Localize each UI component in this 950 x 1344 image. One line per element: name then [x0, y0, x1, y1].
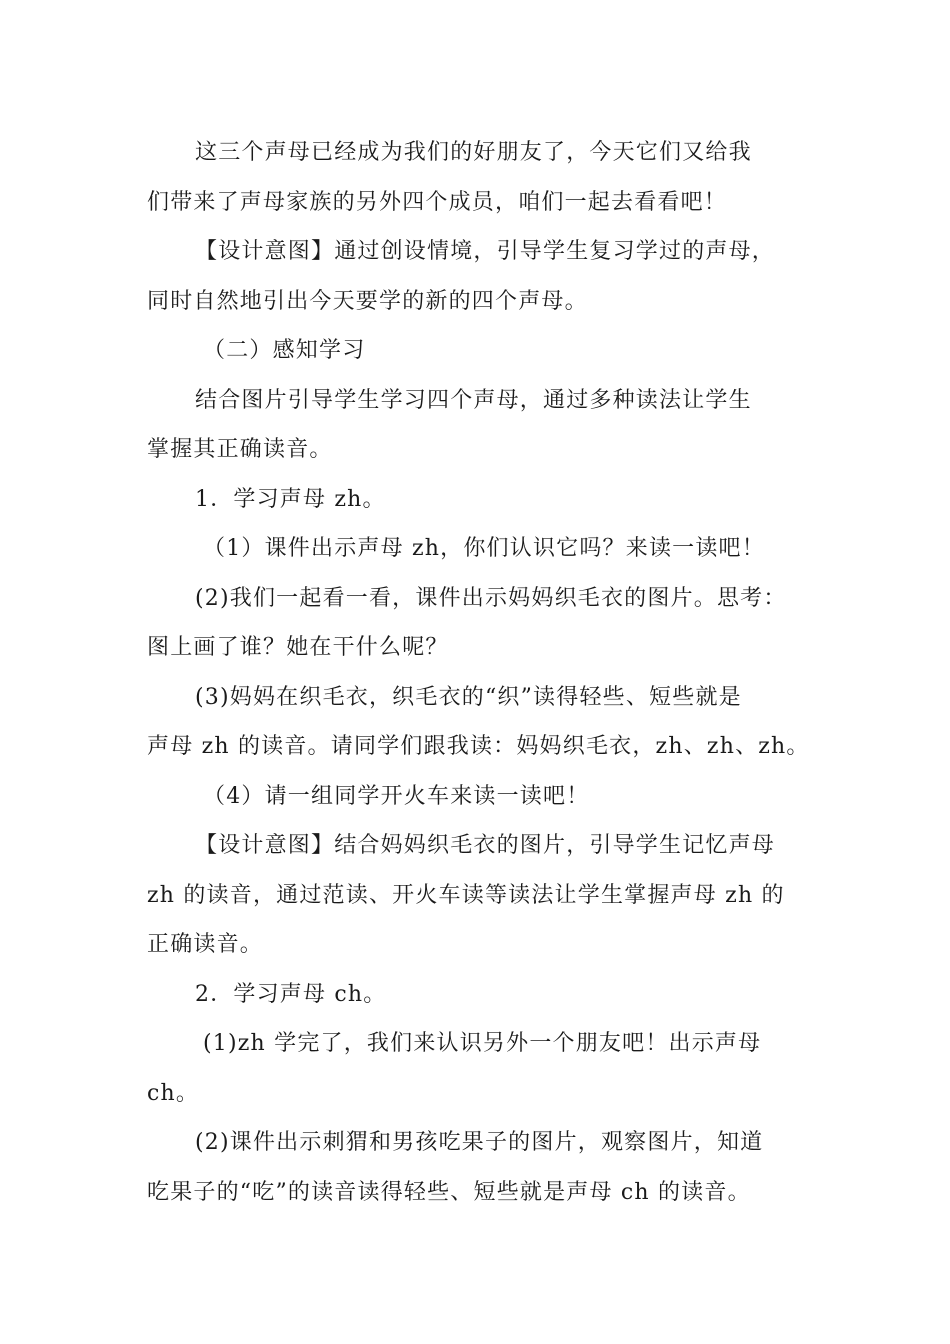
- step-line: （1）课件出示声母 zh，你们认识它吗？来读一读吧！: [203, 536, 765, 561]
- subsection-heading: 1．学习声母 zh。: [195, 486, 386, 512]
- paragraph-line: 们带来了声母家族的另外四个成员，咱们一起去看看吧！: [147, 189, 728, 215]
- paragraph-line: zh 的读音，通过范读、开火车读等读法让学生掌握声母 zh 的: [147, 882, 785, 908]
- step-line: (3)妈妈在织毛衣，织毛衣的“织”读得轻些、短些就是: [195, 684, 742, 710]
- section-heading: （二）感知学习: [203, 338, 366, 363]
- paragraph-line: 掌握其正确读音。: [147, 437, 333, 462]
- paragraph-line: 结合图片引导学生学习四个声母，通过多种读法让学生: [195, 387, 752, 413]
- paragraph-line: 同时自然地引出今天要学的新的四个声母。: [147, 288, 588, 314]
- design-intent-line: 【设计意图】结合妈妈织毛衣的图片，引导学生记忆声母: [195, 833, 776, 858]
- design-intent-line: 【设计意图】通过创设情境，引导学生复习学过的声母，: [195, 239, 776, 264]
- paragraph-line: ch。: [147, 1080, 200, 1106]
- document-page: [147, 128, 810, 1217]
- step-line: (2)我们一起看一看，课件出示妈妈织毛衣的图片。思考：: [195, 585, 787, 611]
- paragraph-line: 图上画了谁？她在干什么呢？: [147, 635, 449, 660]
- paragraph-line: 正确读音。: [147, 932, 264, 957]
- paragraph-line: 这三个声母已经成为我们的好朋友了，今天它们又给我: [195, 140, 752, 165]
- paragraph-line: 声母 zh 的读音。请同学们跟我读：妈妈织毛衣，zh、zh、zh。: [147, 734, 810, 759]
- paragraph-line: 吃果子的“吃”的读音读得轻些、短些就是声母 ch 的读音。: [147, 1179, 751, 1205]
- step-line: （4）请一组同学开火车来读一读吧！: [203, 783, 590, 809]
- step-line: (2)课件出示刺猬和男孩吃果子的图片，观察图片，知道: [195, 1130, 764, 1155]
- step-line: (1)zh 学完了，我们来认识另外一个朋友吧！出示声母: [203, 1031, 762, 1056]
- subsection-heading: 2．学习声母 ch。: [195, 981, 387, 1007]
